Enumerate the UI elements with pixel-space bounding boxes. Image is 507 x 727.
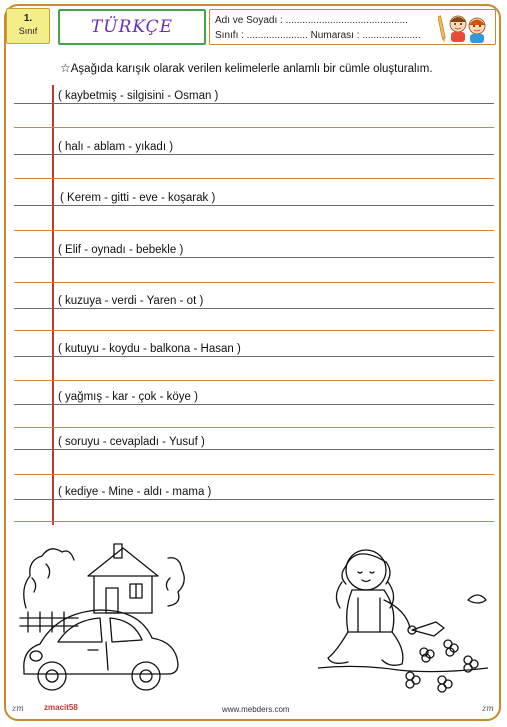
exercise-1: ( kaybetmiş - silgisini - Osman ) [58,90,219,102]
guide-line [14,205,494,206]
guide-line [14,356,494,357]
zm-logo-left: zm [12,704,24,713]
margin-line [52,85,54,525]
instruction-text: Aşağıda karışık olarak verilen kelimelerle anlamlı bir cümle oluşturalım. [70,63,433,75]
writing-line[interactable] [14,427,494,428]
writing-line[interactable] [14,330,494,331]
exercise-9: ( kediye - Mine - aldı - mama ) [58,486,212,498]
guide-line [14,404,494,405]
exercise-7: ( yağmış - kar - çok - köye ) [58,391,198,403]
name-field[interactable]: Adı ve Soyadı : ............................................ [215,15,408,26]
writing-line[interactable] [14,474,494,475]
guide-line [14,154,494,155]
writing-line[interactable] [14,282,494,283]
zm-logo-right: zm [482,704,494,713]
subject-box [58,9,206,45]
writing-line[interactable] [14,230,494,231]
guide-line [14,308,494,309]
exercise-3: ( Kerem - gitti - eve - koşarak ) [60,192,216,204]
writing-line[interactable] [14,127,494,128]
class-number-field[interactable]: Sınıfı : ...................... Numarası : ..................... [215,30,421,41]
exercise-6: ( kutuyu - koydu - balkona - Hasan ) [58,343,241,355]
writing-line[interactable] [14,178,494,179]
writing-line[interactable] [14,380,494,381]
guide-line [14,449,494,450]
girl-gardening-drawing [318,540,488,695]
exercise-4: ( Elif - oynadı - bebekle ) [58,244,184,256]
grade-number: 1. [23,13,33,24]
star-icon: ☆ [60,61,71,75]
instruction [60,61,433,75]
author-tag: zmacit58 [44,703,78,712]
guide-line [14,257,494,258]
car-and-house-drawing [18,538,188,696]
kids-with-pencil-icon [438,12,492,44]
grade-badge [6,8,50,44]
exercise-2: ( halı - ablam - yıkadı ) [58,141,174,153]
subject-title: TÜRKÇE [90,17,174,37]
exercise-5: ( kuzuya - verdi - Yaren - ot ) [58,295,204,307]
guide-line [14,103,494,104]
grade-label: Sınıf [18,26,38,36]
writing-line[interactable] [14,521,494,522]
website-link[interactable]: www.mebders.com [222,705,290,714]
guide-line [14,499,494,500]
exercise-8: ( soruyu - cevapladı - Yusuf ) [58,436,205,448]
